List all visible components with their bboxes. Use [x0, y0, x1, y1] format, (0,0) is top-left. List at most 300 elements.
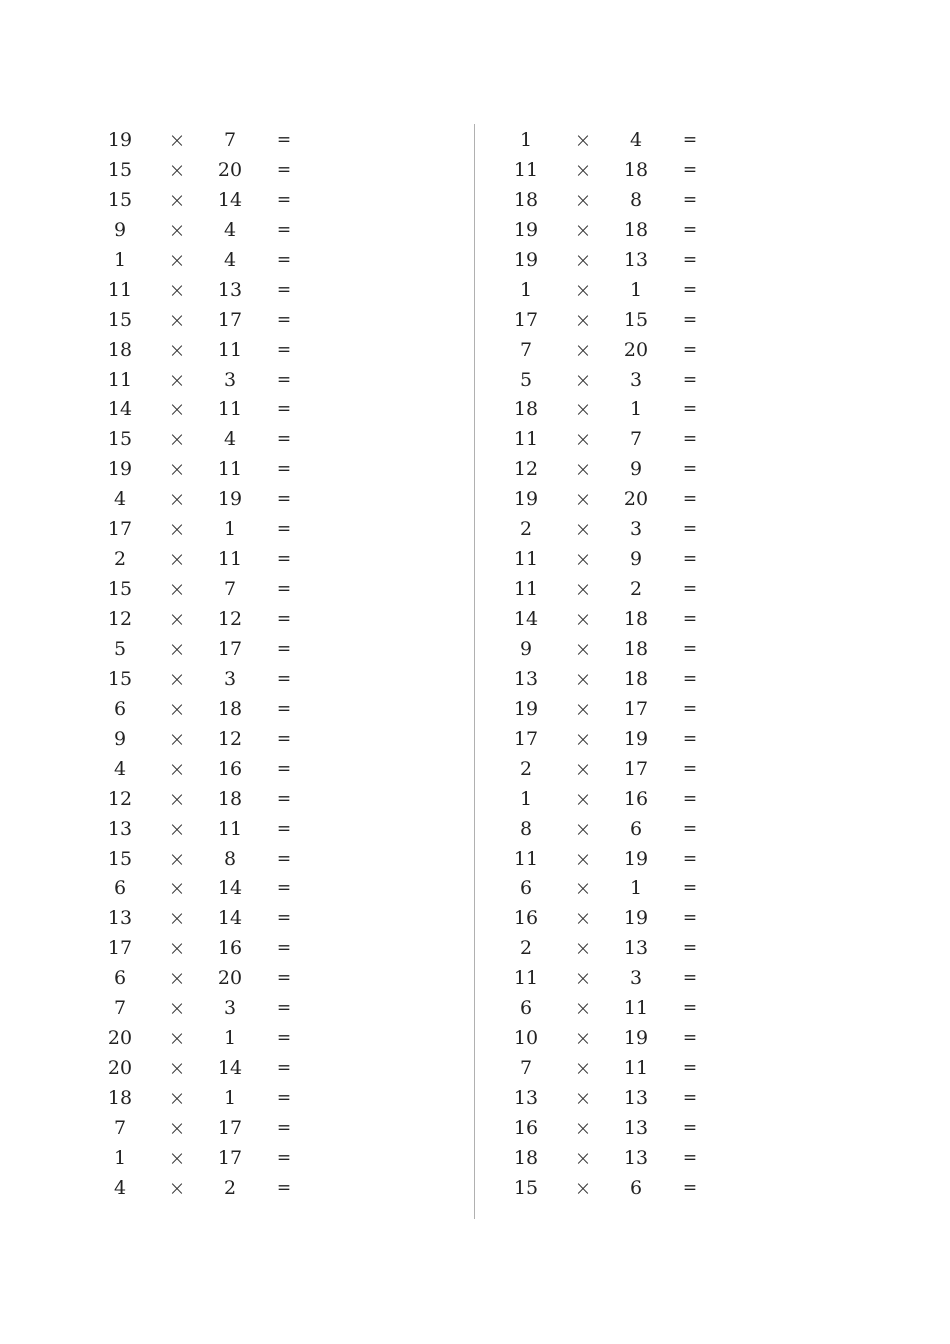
problem-row [496, 784, 796, 814]
first-operand: 15 [107, 667, 133, 690]
problem-row [90, 814, 390, 844]
first-operand: 9 [519, 637, 533, 660]
problem-row [496, 903, 796, 933]
second-operand: 13 [623, 248, 649, 271]
problem-row [90, 365, 390, 395]
multiply-sign: × [574, 696, 592, 721]
problem-row [90, 394, 390, 424]
second-operand: 12 [217, 727, 243, 750]
multiply-sign: × [168, 517, 186, 542]
equals-sign: = [682, 609, 698, 629]
equals-sign: = [276, 788, 292, 809]
equals-sign: = [682, 399, 698, 420]
left-problem-column [90, 125, 390, 1203]
equals-sign: = [276, 1058, 292, 1079]
second-operand: 3 [223, 667, 237, 690]
first-operand: 2 [113, 548, 127, 571]
problem-row [90, 245, 390, 275]
second-operand: 12 [217, 608, 243, 630]
second-operand: 17 [217, 637, 243, 660]
multiply-sign: × [168, 607, 186, 631]
first-operand: 10 [513, 1027, 539, 1050]
second-operand: 17 [217, 308, 243, 331]
equals-sign: = [682, 489, 698, 510]
first-operand: 1 [519, 278, 533, 301]
first-operand: 12 [107, 608, 133, 630]
first-operand: 17 [513, 727, 539, 750]
multiply-sign: × [574, 427, 592, 452]
multiply-sign: × [574, 128, 592, 152]
multiply-sign: × [574, 1115, 592, 1140]
multiply-sign: × [168, 906, 186, 931]
first-operand: 12 [513, 458, 539, 481]
multiply-sign: × [168, 547, 186, 572]
first-operand: 15 [107, 158, 133, 181]
problem-row [90, 185, 390, 215]
column-divider [474, 124, 475, 1219]
first-operand: 11 [513, 967, 539, 990]
second-operand: 4 [223, 248, 237, 271]
problem-row [496, 544, 796, 574]
problem-row [496, 754, 796, 784]
equals-sign: = [682, 728, 698, 749]
first-operand: 18 [107, 1087, 133, 1109]
second-operand: 3 [629, 518, 643, 541]
first-operand: 11 [513, 578, 539, 601]
first-operand: 17 [513, 308, 539, 331]
first-operand: 14 [107, 398, 133, 421]
first-operand: 6 [113, 877, 127, 900]
problem-row [90, 903, 390, 933]
second-operand: 4 [629, 129, 643, 151]
first-operand: 4 [113, 757, 127, 780]
problem-row [90, 1173, 390, 1203]
problem-row [496, 1053, 796, 1083]
equals-sign: = [276, 249, 292, 270]
second-operand: 8 [629, 188, 643, 211]
multiply-sign: × [168, 816, 186, 841]
problem-row [90, 484, 390, 514]
multiply-sign: × [574, 1056, 592, 1081]
second-operand: 14 [217, 877, 243, 900]
multiply-sign: × [574, 547, 592, 572]
second-operand: 4 [223, 218, 237, 241]
equals-sign: = [276, 1088, 292, 1108]
second-operand: 3 [629, 368, 643, 391]
second-operand: 20 [623, 488, 649, 511]
equals-sign: = [682, 579, 698, 600]
equals-sign: = [276, 219, 292, 240]
second-operand: 1 [629, 278, 643, 301]
equals-sign: = [682, 1147, 698, 1168]
multiply-sign: × [574, 726, 592, 751]
equals-sign: = [682, 249, 698, 270]
first-operand: 19 [513, 697, 539, 720]
second-operand: 6 [629, 817, 643, 840]
first-operand: 11 [107, 278, 133, 301]
multiply-sign: × [574, 1145, 592, 1170]
first-operand: 15 [107, 847, 133, 870]
second-operand: 18 [217, 787, 243, 810]
problem-row [90, 454, 390, 484]
first-operand: 6 [113, 697, 127, 720]
multiply-sign: × [168, 696, 186, 721]
first-operand: 11 [513, 847, 539, 870]
first-operand: 8 [519, 817, 533, 840]
second-operand: 16 [623, 787, 649, 810]
problem-row [90, 694, 390, 724]
problem-row [496, 844, 796, 874]
equals-sign: = [276, 998, 292, 1019]
first-operand: 6 [519, 997, 533, 1020]
equals-sign: = [276, 609, 292, 629]
multiply-sign: × [168, 726, 186, 751]
problem-row [90, 125, 390, 155]
multiply-sign: × [574, 816, 592, 841]
second-operand: 18 [217, 697, 243, 720]
first-operand: 5 [113, 637, 127, 660]
second-operand: 20 [217, 158, 243, 181]
problem-row [496, 1113, 796, 1143]
equals-sign: = [682, 309, 698, 330]
first-operand: 19 [513, 218, 539, 241]
problem-row [496, 873, 796, 903]
equals-sign: = [682, 638, 698, 659]
second-operand: 2 [223, 1176, 237, 1199]
problem-row [90, 215, 390, 245]
second-operand: 1 [629, 398, 643, 421]
multiply-sign: × [168, 876, 186, 901]
multiply-sign: × [574, 337, 592, 362]
problem-row [496, 394, 796, 424]
second-operand: 7 [629, 428, 643, 451]
multiply-sign: × [574, 247, 592, 272]
second-operand: 16 [217, 937, 243, 960]
problem-row [496, 634, 796, 664]
multiply-sign: × [574, 157, 592, 182]
multiply-sign: × [574, 966, 592, 991]
problem-row [496, 245, 796, 275]
equals-sign: = [682, 788, 698, 809]
first-operand: 5 [519, 368, 533, 391]
problem-row [496, 1023, 796, 1053]
first-operand: 7 [519, 338, 533, 361]
second-operand: 20 [217, 967, 243, 990]
equals-sign: = [682, 968, 698, 989]
first-operand: 15 [107, 308, 133, 331]
first-operand: 16 [513, 1116, 539, 1139]
equals-sign: = [682, 1058, 698, 1079]
first-operand: 19 [513, 248, 539, 271]
multiply-sign: × [168, 277, 186, 302]
first-operand: 11 [107, 368, 133, 391]
first-operand: 15 [107, 578, 133, 601]
multiply-sign: × [168, 367, 186, 392]
first-operand: 1 [113, 1146, 127, 1169]
problem-row [496, 724, 796, 754]
second-operand: 3 [223, 368, 237, 391]
multiply-sign: × [574, 217, 592, 242]
problem-row [496, 454, 796, 484]
problem-row [90, 335, 390, 365]
second-operand: 13 [217, 278, 243, 301]
multiply-sign: × [168, 187, 186, 212]
second-operand: 19 [623, 727, 649, 750]
first-operand: 7 [113, 1116, 127, 1139]
second-operand: 11 [217, 817, 243, 840]
problem-row [496, 814, 796, 844]
second-operand: 3 [629, 967, 643, 990]
second-operand: 3 [223, 997, 237, 1020]
equals-sign: = [276, 938, 292, 959]
first-operand: 11 [513, 548, 539, 571]
equals-sign: = [276, 848, 292, 869]
second-operand: 17 [623, 757, 649, 780]
multiply-sign: × [168, 1026, 186, 1051]
equals-sign: = [276, 1177, 292, 1198]
first-operand: 18 [513, 1146, 539, 1169]
equals-sign: = [276, 459, 292, 480]
multiply-sign: × [574, 187, 592, 212]
multiply-sign: × [168, 128, 186, 152]
second-operand: 6 [629, 1176, 643, 1199]
problem-row [496, 335, 796, 365]
multiply-sign: × [574, 277, 592, 302]
multiply-sign: × [168, 996, 186, 1021]
second-operand: 20 [623, 338, 649, 361]
first-operand: 6 [113, 967, 127, 990]
second-operand: 19 [217, 488, 243, 511]
second-operand: 17 [217, 1116, 243, 1139]
equals-sign: = [682, 938, 698, 959]
multiply-sign: × [168, 1175, 186, 1200]
equals-sign: = [276, 579, 292, 600]
multiply-sign: × [168, 157, 186, 182]
problem-row [90, 873, 390, 903]
second-operand: 7 [223, 578, 237, 601]
equals-sign: = [276, 638, 292, 659]
problem-row [496, 1083, 796, 1113]
equals-sign: = [682, 698, 698, 719]
equals-sign: = [276, 519, 292, 540]
second-operand: 4 [223, 428, 237, 451]
first-operand: 1 [519, 129, 533, 151]
second-operand: 11 [217, 398, 243, 421]
multiply-sign: × [168, 457, 186, 482]
equals-sign: = [682, 758, 698, 779]
equals-sign: = [682, 429, 698, 450]
equals-sign: = [276, 908, 292, 929]
multiply-sign: × [574, 367, 592, 392]
equals-sign: = [276, 818, 292, 839]
multiply-sign: × [574, 577, 592, 602]
problem-row [90, 574, 390, 604]
first-operand: 11 [513, 158, 539, 181]
equals-sign: = [276, 369, 292, 390]
multiply-sign: × [168, 487, 186, 512]
multiply-sign: × [168, 1086, 186, 1110]
first-operand: 9 [113, 727, 127, 750]
multiply-sign: × [168, 217, 186, 242]
first-operand: 18 [513, 398, 539, 421]
second-operand: 16 [217, 757, 243, 780]
multiply-sign: × [168, 936, 186, 961]
equals-sign: = [682, 279, 698, 300]
second-operand: 9 [629, 548, 643, 571]
problem-row [496, 664, 796, 694]
second-operand: 8 [223, 847, 237, 870]
second-operand: 11 [217, 338, 243, 361]
multiply-sign: × [168, 397, 186, 422]
problem-row [496, 365, 796, 395]
multiply-sign: × [574, 786, 592, 811]
second-operand: 13 [623, 1116, 649, 1139]
problem-row [90, 1053, 390, 1083]
second-operand: 1 [223, 1087, 237, 1109]
multiply-sign: × [574, 936, 592, 961]
problem-row [90, 634, 390, 664]
first-operand: 19 [107, 129, 133, 151]
equals-sign: = [276, 159, 292, 180]
second-operand: 13 [623, 937, 649, 960]
equals-sign: = [682, 848, 698, 869]
problem-row [496, 125, 796, 155]
multiply-sign: × [574, 846, 592, 871]
first-operand: 18 [513, 188, 539, 211]
problem-row [90, 275, 390, 305]
first-operand: 14 [513, 608, 539, 630]
equals-sign: = [276, 1117, 292, 1138]
multiply-sign: × [168, 1115, 186, 1140]
problem-row [496, 215, 796, 245]
second-operand: 1 [629, 877, 643, 900]
multiply-sign: × [168, 1145, 186, 1170]
problem-row [90, 1083, 390, 1113]
equals-sign: = [276, 968, 292, 989]
multiply-sign: × [574, 636, 592, 661]
problem-row [90, 424, 390, 454]
multiply-sign: × [168, 786, 186, 811]
problem-row [496, 574, 796, 604]
equals-sign: = [682, 908, 698, 929]
multiply-sign: × [168, 1056, 186, 1081]
multiply-sign: × [168, 337, 186, 362]
multiply-sign: × [168, 756, 186, 781]
equals-sign: = [276, 1147, 292, 1168]
problem-row [90, 1023, 390, 1053]
second-operand: 19 [623, 907, 649, 930]
multiply-sign: × [574, 756, 592, 781]
equals-sign: = [276, 728, 292, 749]
second-operand: 18 [623, 218, 649, 241]
multiply-sign: × [574, 996, 592, 1021]
equals-sign: = [682, 159, 698, 180]
multiply-sign: × [574, 457, 592, 482]
second-operand: 14 [217, 1057, 243, 1080]
first-operand: 2 [519, 518, 533, 541]
first-operand: 7 [113, 997, 127, 1020]
first-operand: 6 [519, 877, 533, 900]
multiply-sign: × [574, 1086, 592, 1110]
multiply-sign: × [168, 247, 186, 272]
problem-row [90, 963, 390, 993]
second-operand: 1 [223, 518, 237, 541]
second-operand: 7 [223, 129, 237, 151]
second-operand: 18 [623, 667, 649, 690]
problem-row [496, 185, 796, 215]
first-operand: 18 [107, 338, 133, 361]
problem-row [90, 933, 390, 963]
multiply-sign: × [574, 307, 592, 332]
multiply-sign: × [574, 397, 592, 422]
first-operand: 12 [107, 787, 133, 810]
equals-sign: = [682, 1177, 698, 1198]
multiply-sign: × [574, 666, 592, 691]
second-operand: 19 [623, 847, 649, 870]
first-operand: 4 [113, 488, 127, 511]
multiply-sign: × [168, 666, 186, 691]
first-operand: 16 [513, 907, 539, 930]
problem-row [90, 305, 390, 335]
equals-sign: = [682, 1088, 698, 1108]
equals-sign: = [276, 279, 292, 300]
second-operand: 18 [623, 158, 649, 181]
equals-sign: = [682, 189, 698, 210]
first-operand: 20 [107, 1057, 133, 1080]
first-operand: 13 [513, 667, 539, 690]
first-operand: 19 [107, 458, 133, 481]
problem-row [496, 155, 796, 185]
equals-sign: = [682, 459, 698, 480]
multiply-sign: × [168, 577, 186, 602]
equals-sign: = [682, 668, 698, 689]
problem-row [496, 1143, 796, 1173]
first-operand: 17 [107, 937, 133, 960]
problem-row [496, 933, 796, 963]
second-operand: 18 [623, 608, 649, 630]
multiply-sign: × [168, 427, 186, 452]
equals-sign: = [682, 878, 698, 899]
first-operand: 13 [513, 1087, 539, 1109]
equals-sign: = [276, 339, 292, 360]
second-operand: 17 [623, 697, 649, 720]
problem-row [90, 1143, 390, 1173]
problem-row [90, 604, 390, 634]
problem-row [90, 155, 390, 185]
problem-row [90, 754, 390, 784]
second-operand: 18 [623, 637, 649, 660]
first-operand: 19 [513, 488, 539, 511]
multiply-sign: × [574, 517, 592, 542]
multiply-sign: × [574, 906, 592, 931]
equals-sign: = [276, 698, 292, 719]
equals-sign: = [276, 130, 292, 150]
first-operand: 13 [107, 907, 133, 930]
second-operand: 11 [217, 548, 243, 571]
equals-sign: = [682, 1117, 698, 1138]
problem-row [496, 305, 796, 335]
problem-row [90, 514, 390, 544]
multiply-sign: × [168, 636, 186, 661]
first-operand: 1 [113, 248, 127, 271]
multiply-sign: × [574, 607, 592, 631]
first-operand: 15 [107, 428, 133, 451]
second-operand: 13 [623, 1146, 649, 1169]
equals-sign: = [276, 189, 292, 210]
second-operand: 17 [217, 1146, 243, 1169]
equals-sign: = [276, 489, 292, 510]
equals-sign: = [276, 878, 292, 899]
